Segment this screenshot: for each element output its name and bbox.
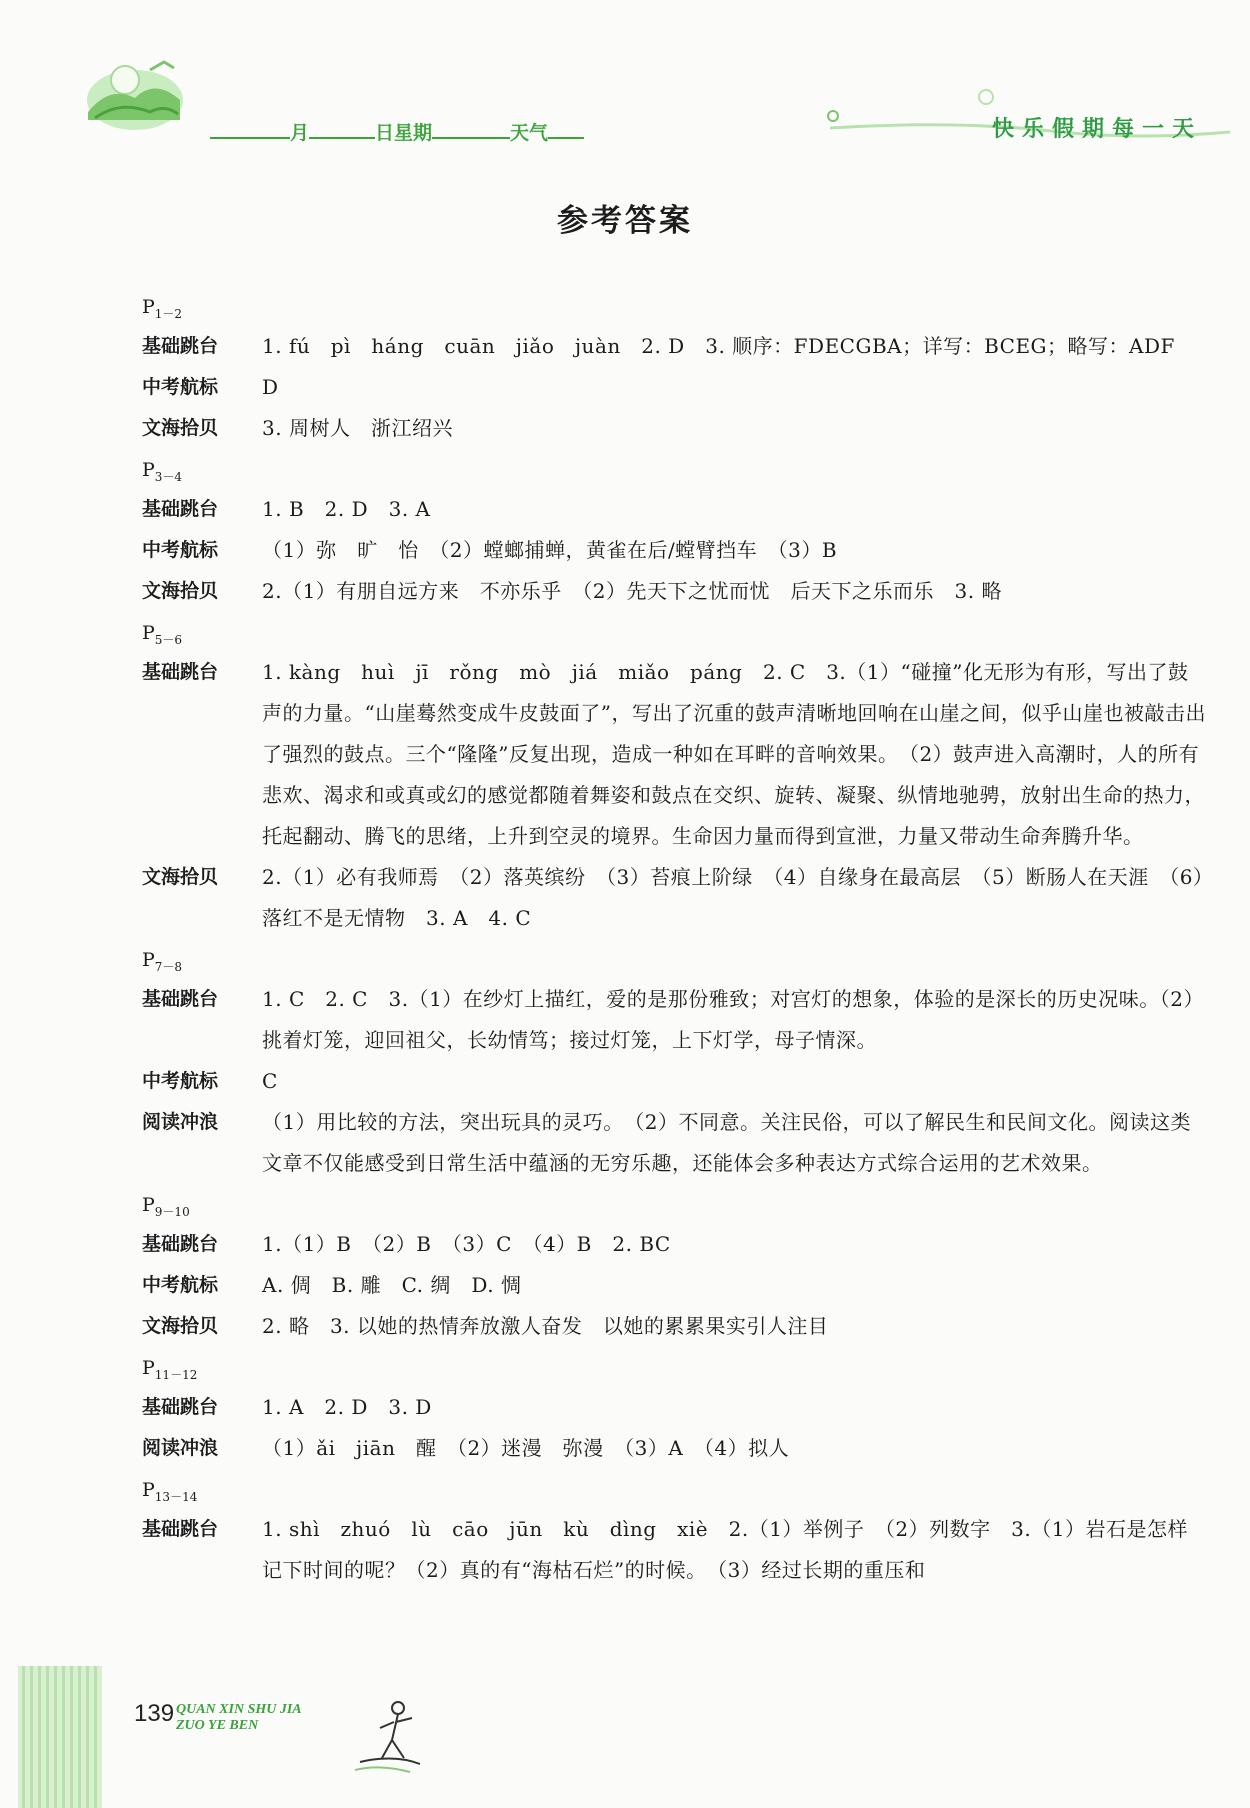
answer-entry: [142, 1509, 1208, 1591]
answer-entry: [142, 1102, 1208, 1184]
entry-label: 文海拾贝: [142, 1315, 219, 1337]
answer-entry: [142, 1306, 1208, 1347]
entry-label: 中考航标: [142, 539, 219, 561]
answer-entry: [142, 530, 1208, 571]
entry-label: 阅读冲浪: [142, 1111, 219, 1133]
answer-section: [142, 288, 1208, 449]
entry-text: 1. B 2. D 3. A: [262, 497, 431, 521]
answer-entry: [142, 652, 1208, 857]
page-reference: $P_{3-4}$: [142, 459, 183, 484]
entry-text: （1）用比较的方法，突出玩具的灵巧。 （2）不同意。关注民俗，可以了解民生和民间文化。阅读这类文章不仅能感受到日常生活中蕴涵的无穷乐趣，还能体会多种表达方式综合运用的艺术效果。: [262, 1110, 1191, 1175]
day-label: 日: [375, 122, 395, 144]
answer-entry: [142, 1061, 1208, 1102]
answer-entry: [142, 857, 1208, 939]
landscape-icon: [87, 62, 183, 130]
entry-text: A. 倜 B. 雕 C. 绸 D. 惆: [262, 1273, 522, 1297]
answer-entry: [142, 408, 1208, 449]
entry-label: 基础跳台: [142, 498, 219, 520]
answer-section: [142, 1471, 1208, 1591]
entry-label: 基础跳台: [142, 1518, 219, 1540]
answer-section: [142, 614, 1208, 939]
entry-text: （1）弥 旷 怡 （2）螳螂捕蝉，黄雀在后/螳臂挡车 （3）B: [262, 538, 838, 562]
answer-entry: [142, 489, 1208, 530]
page-reference: $P_{9-10}$: [142, 1194, 190, 1219]
weekday-label: 星期: [394, 122, 433, 144]
answer-entry: [142, 367, 1208, 408]
answer-content: [142, 286, 1208, 1591]
answer-section: [142, 451, 1208, 612]
entry-label: 中考航标: [142, 376, 219, 398]
entry-text: 1. kàng huì jī rǒng mò jiá miǎo páng 2. C 3.（1）“碰撞”化无形为有形，写出了鼓声的力量。“山崖蓦然变成牛皮鼓面了”，写出了沉重的鼓声清晰地回响在山崖之间，似乎山崖也被敲击出了强烈的鼓点。三个“隆隆”反复出现，造成一种如在耳畔的音响效果。 （2）鼓声进入高潮时，人的所有悲欢、渴求和或真或幻的感觉都随着舞姿和鼓点在交织、旋转、凝聚、纵情地驰骋，放射出生命的热力，托起翻动、腾飞的思绪，上升到空灵的境界。生命因力量而得到宣泄，力量又带动生命奔腾升华。: [262, 660, 1206, 848]
answer-section: [142, 941, 1208, 1184]
page-number: 139: [134, 1700, 175, 1727]
entry-label: 中考航标: [142, 1070, 219, 1092]
answer-entry: [142, 1387, 1208, 1428]
entry-text: 1. shì zhuó lù cāo jūn kù dìng xiè 2.（1）举例子 （2）列数字 3.（1）岩石是怎样记下时间的呢？（2）真的有“海枯石烂”的时候。 （3）经过长期的重压和: [262, 1517, 1188, 1582]
entry-label: 基础跳台: [142, 1396, 219, 1418]
entry-label: 文海拾贝: [142, 866, 219, 888]
weather-label: 天气: [510, 122, 549, 144]
entry-label: 基础跳台: [142, 335, 219, 357]
entry-text: 1.（1）B （2）B （3）C （4）B 2. BC: [262, 1232, 671, 1256]
entry-text: （1）ǎi jiān 醒 （2）迷漫 弥漫 （3）A （4）拟人: [262, 1436, 790, 1460]
month-label: 月: [290, 122, 310, 144]
answer-entry: [142, 979, 1208, 1061]
page-reference: $P_{1-2}$: [142, 296, 183, 321]
answer-entry: [142, 1428, 1208, 1469]
answer-entry: [142, 571, 1208, 612]
answer-section: [142, 1186, 1208, 1347]
brand-line-2: ZUO YE BEN: [176, 1718, 259, 1733]
entry-label: 基础跳台: [142, 988, 219, 1010]
entry-text: 2.（1）必有我师焉 （2）落英缤纷 （3）苔痕上阶绿 （4）自缘身在最高层 （5）断肠人在天涯 （6）落红不是无情物 3. A 4. C: [262, 865, 1204, 930]
entry-text: D: [262, 375, 279, 399]
entry-text: 2.（1）有朋自远方来 不亦乐乎 （2）先天下之忧而忧 后天下之乐而乐 3. 略: [262, 579, 1002, 603]
brand-line-1: QUAN XIN SHU JIA: [176, 1702, 302, 1717]
entry-label: 中考航标: [142, 1274, 219, 1296]
date-weather-line: [210, 118, 584, 145]
page-reference: $P_{13-14}$: [142, 1479, 198, 1504]
answer-entry: [142, 1265, 1208, 1306]
entry-label: 阅读冲浪: [142, 1437, 219, 1459]
entry-label: 基础跳台: [142, 1233, 219, 1255]
entry-label: 基础跳台: [142, 661, 219, 683]
entry-label: 文海拾贝: [142, 580, 219, 602]
page-reference: $P_{11-12}$: [142, 1357, 198, 1382]
page-header: [0, 0, 1250, 170]
footer-brand: [176, 1702, 302, 1734]
entry-label: 文海拾贝: [142, 417, 219, 439]
entry-text: 1. A 2. D 3. D: [262, 1395, 432, 1419]
header-decoration: [0, 0, 1250, 170]
page-title: 参考答案: [557, 203, 693, 239]
entry-text: 2. 略 3. 以她的热情奔放激人奋发 以她的累累果实引人注目: [262, 1314, 829, 1338]
entry-text: 1. C 2. C 3.（1）在纱灯上描红，爱的是那份雅致；对宫灯的想象，体验的是深长的历史况味。（2）挑着灯笼，迎回祖父，长幼情笃；接过灯笼，上下灯学，母子情深。: [262, 987, 1205, 1052]
header-slogan: 快乐假期每一天: [991, 117, 1202, 142]
entry-text: 3. 周树人 浙江绍兴: [262, 416, 453, 440]
page-reference: $P_{5-6}$: [142, 622, 183, 647]
answer-entry: [142, 326, 1208, 367]
surfer-icon: [355, 1702, 420, 1772]
stripe-pattern-icon: [18, 1666, 102, 1808]
answer-section: [142, 1349, 1208, 1469]
answer-entry: [142, 1224, 1208, 1265]
entry-text: C: [262, 1069, 278, 1093]
entry-text: 1. fú pì háng cuān jiǎo juàn 2. D 3. 顺序：FDECGBA；详写：BCEG；略写：ADF: [262, 334, 1175, 358]
page-reference: $P_{7-8}$: [142, 949, 183, 974]
